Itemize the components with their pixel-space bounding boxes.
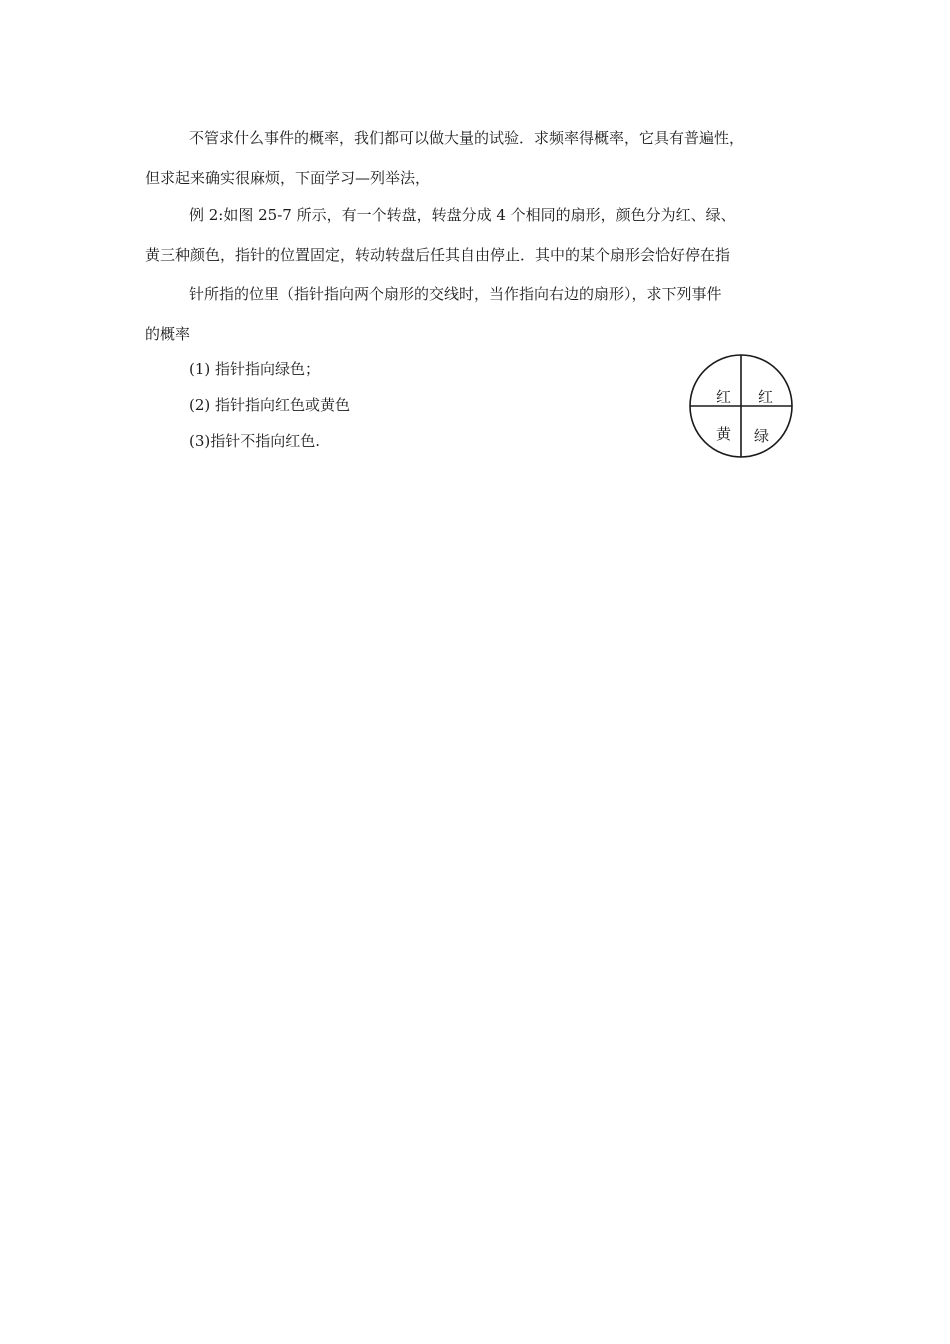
sector-label-bottom-right: 绿 [754,427,770,445]
example-line-3: 针所指的位里（指针指向两个扇形的交线时，当作指向右边的扇形），求下列事件 [189,285,722,303]
paragraph-intro-line-1: 不管求什么事件的概率，我们都可以做大量的试验．求频率得概率，它具有普遍性， [189,129,745,147]
sector-label-top-right: 红 [758,388,774,406]
paragraph-intro-line-2: 但求起来确实很麻烦，下面学习—列举法， [145,169,431,187]
question-2: (2) 指针指向红色或黄色 [189,396,351,414]
question-3: (3)指针不指向红色. [189,432,321,450]
example-line-4: 的概率 [145,325,191,343]
example-line-1: 例 2:如图 25-7 所示，有一个转盘，转盘分成 4 个相同的扇形，颜色分为红、绿、 [189,206,736,224]
sector-label-top-left: 红 [716,388,732,406]
spinner-figure [688,353,794,459]
example-line-2: 黄三种颜色，指针的位置固定，转动转盘后任其自由停止．其中的某个扇形会恰好停在指 [145,246,731,264]
sector-label-bottom-left: 黄 [716,425,732,443]
question-1: (1) 指针指向绿色； [189,360,321,378]
